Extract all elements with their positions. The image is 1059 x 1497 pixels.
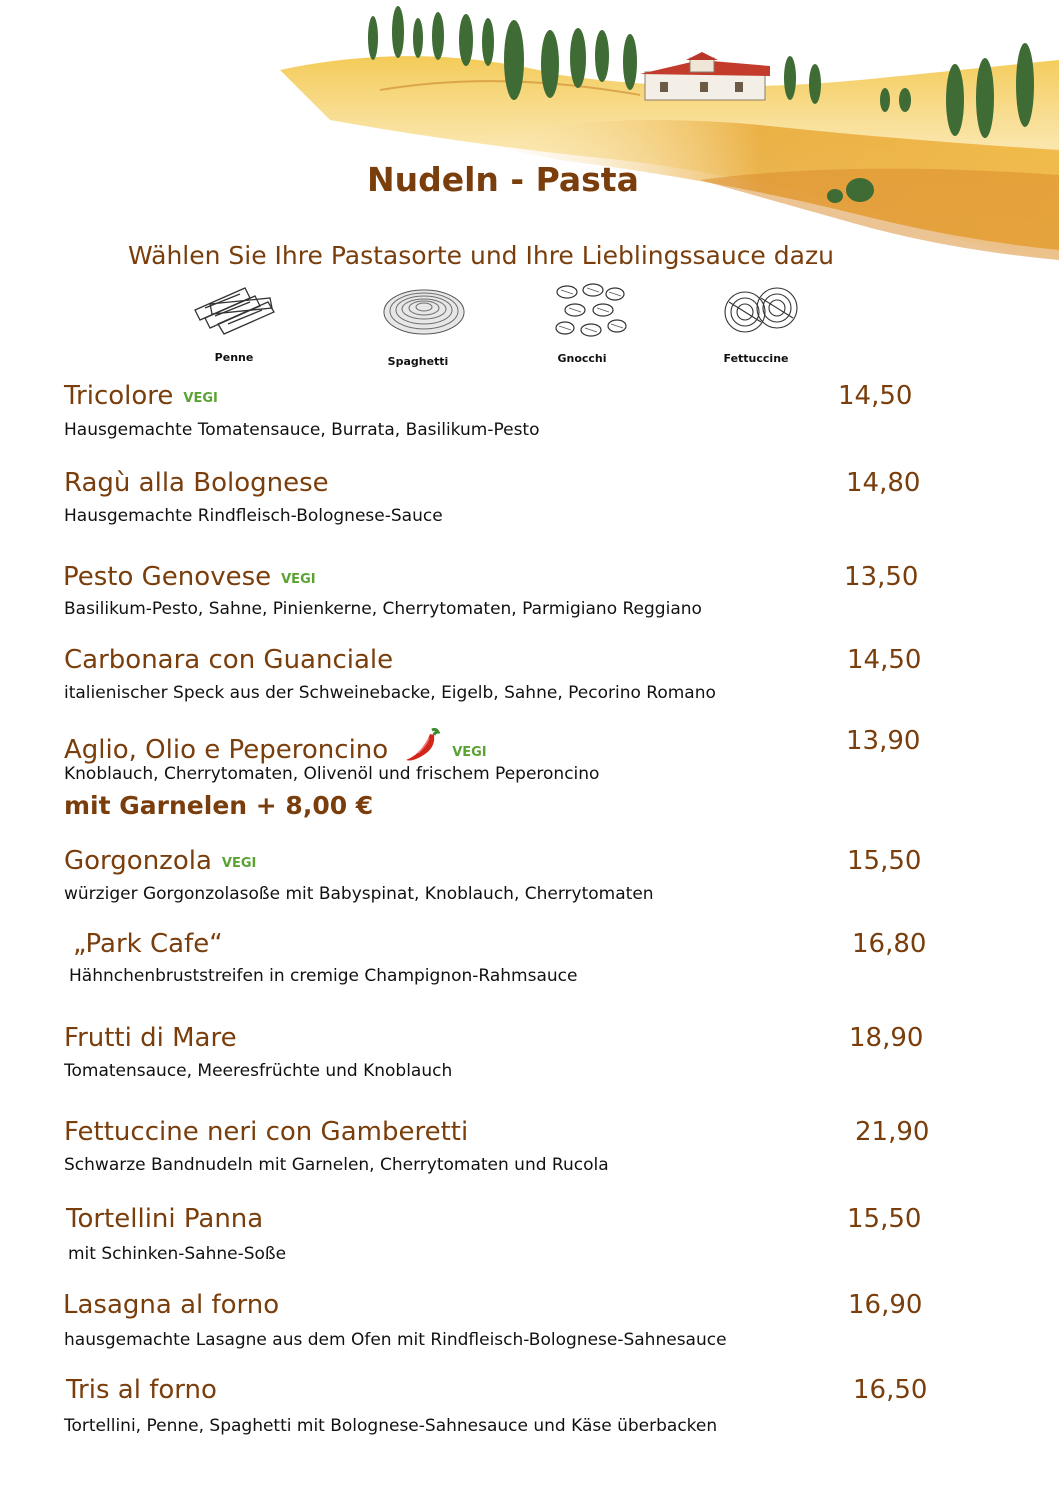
menu-item-name — [73, 929, 223, 959]
menu-item-title: Tricolore — [64, 381, 174, 411]
menu-item-price: 14,80 — [846, 468, 921, 498]
fettuccine-icon — [710, 280, 810, 380]
menu-item-title: Pesto Genovese — [63, 562, 272, 592]
menu-item-name — [66, 1204, 263, 1234]
menu-item-description: Basilikum-Pesto, Sahne, Pinienkerne, Cherrytomaten, Parmigiano Reggiano — [64, 599, 702, 619]
menu-item-description: Tortellini, Penne, Spaghetti mit Bolognese-Sahnesauce und Käse überbacken — [64, 1416, 718, 1436]
menu-item-name — [64, 1117, 468, 1147]
menu-item-description: Hausgemachte Tomatensauce, Burrata, Basilikum-Pesto — [64, 420, 540, 440]
menu-item-name — [64, 381, 218, 414]
menu-item-title: Lasagna al forno — [63, 1290, 280, 1320]
menu-item-price: 13,50 — [844, 562, 919, 592]
menu-item-title: Tris al forno — [66, 1375, 217, 1405]
penne-icon — [185, 280, 285, 380]
vegi-badge: VEGI — [452, 745, 487, 760]
vegi-badge: VEGI — [281, 572, 316, 587]
menu-item-description: Hähnchenbruststreifen in cremige Champignon-Rahmsauce — [69, 966, 578, 986]
menu-item-name — [64, 846, 256, 879]
menu-item-description: italienischer Speck aus der Schweinebacke, Eigelb, Sahne, Pecorino Romano — [64, 683, 716, 703]
vegi-badge: VEGI — [183, 391, 218, 406]
pasta-type-label: Penne — [214, 351, 254, 364]
pasta-type-label: Spaghetti — [387, 355, 449, 368]
vegi-badge: VEGI — [221, 856, 257, 871]
menu-item-description: Knoblauch, Cherrytomaten, Olivenöl und frischem Peperoncino — [64, 764, 600, 784]
menu-item-price: 15,50 — [847, 846, 922, 876]
gnocchi-icon — [540, 280, 640, 380]
menu-item-description: Schwarze Bandnudeln mit Garnelen, Cherrytomaten und Rucola — [64, 1155, 609, 1175]
menu-item-description: würziger Gorgonzolasoße mit Babyspinat, Knoblauch, Cherrytomaten — [64, 884, 654, 904]
menu-item-title: Aglio, Olio e Peperoncino — [64, 735, 389, 765]
page-subtitle: Wählen Sie Ihre Pastasorte und Ihre Lieblingssauce dazu — [128, 241, 834, 270]
menu-item-name — [66, 1375, 217, 1405]
menu-item-extra-option: mit Garnelen + 8,00 € — [64, 791, 374, 820]
menu-item-price: 16,80 — [852, 929, 927, 959]
menu-item-price: 14,50 — [838, 381, 913, 411]
menu-item-price: 21,90 — [855, 1117, 930, 1147]
menu-item-name — [64, 645, 393, 675]
menu-item-title: Frutti di Mare — [64, 1023, 237, 1053]
menu-item-title: Fettuccine neri con Gamberetti — [64, 1117, 469, 1147]
menu-item-description: mit Schinken-Sahne-Soße — [68, 1244, 287, 1264]
menu-item-description: Hausgemachte Rindfleisch-Bolognese-Sauce — [64, 506, 443, 526]
page-title: Nudeln - Pasta — [367, 160, 639, 199]
menu-item-price: 15,50 — [847, 1204, 922, 1234]
menu-item-title: Ragù alla Bolognese — [64, 468, 329, 498]
menu-item-title: Carbonara con Guanciale — [64, 645, 394, 675]
pasta-type-label: Gnocchi — [557, 352, 607, 365]
menu-item-description: hausgemachte Lasagne aus dem Ofen mit Rindfleisch-Bolognese-Sahnesauce — [64, 1330, 727, 1350]
menu-item-price: 16,90 — [848, 1290, 923, 1320]
tuscan-landscape-illustration — [0, 0, 1059, 260]
menu-item-price: 14,50 — [847, 645, 922, 675]
menu-item-name — [64, 1023, 237, 1053]
menu-item-price: 18,90 — [849, 1023, 924, 1053]
menu-item-title: Tortellini Panna — [66, 1204, 264, 1234]
menu-item-description: Tomatensauce, Meeresfrüchte und Knoblauch — [64, 1061, 453, 1081]
menu-item-name — [63, 562, 316, 595]
menu-item-title: Gorgonzola — [64, 846, 212, 876]
menu-item-title: „Park Cafe“ — [73, 929, 223, 959]
menu-item-price: 13,90 — [846, 726, 921, 756]
menu-item-price: 16,50 — [853, 1375, 928, 1405]
pasta-type-label: Fettuccine — [723, 352, 789, 365]
menu-item-name — [63, 1290, 279, 1320]
menu-item-name — [64, 468, 329, 498]
